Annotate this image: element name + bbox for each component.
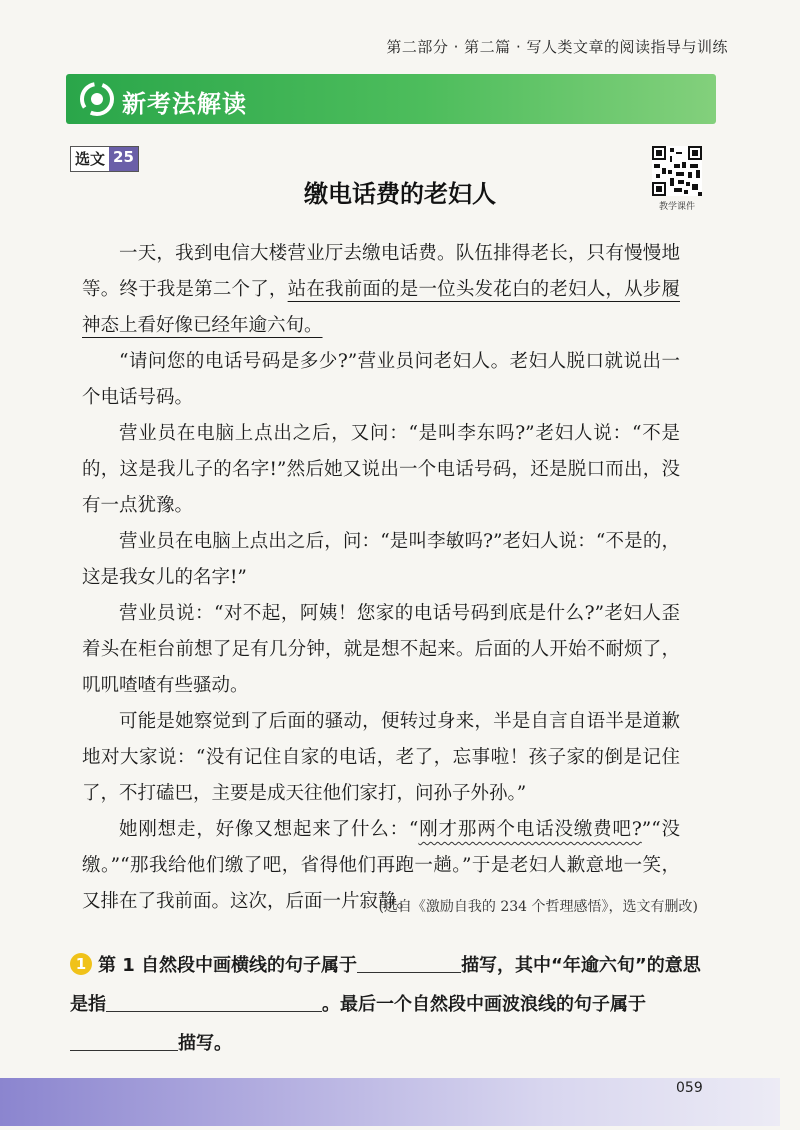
paragraph-4: 营业员在电脑上点出之后，问：“是叫李敏吗?”老妇人说：“不是的，这是我女儿的名字!”: [82, 531, 680, 588]
question-text-4: 描写。: [178, 1033, 232, 1054]
article-body: [82, 236, 680, 920]
paragraph-1-text: 一天，我到电信大楼营业厅去缴电话费。队伍排得老长，只有慢慢地等。终于我是第二个了，: [82, 243, 680, 300]
refresh-circle-icon: [80, 82, 114, 116]
qr-caption: 教学课件: [658, 202, 695, 212]
paragraph-5: 营业员说：“对不起，阿姨！您家的电话号码到底是什么?”老妇人歪着头在柜台前想了足有几分钟，就是想不起来。后面的人开始不耐烦了，叽叽喳喳有些骚动。: [82, 603, 680, 696]
answer-blank-1[interactable]: [357, 952, 461, 973]
paragraph-3: 营业员在电脑上点出之后，又问：“是叫李东吗?”老妇人说：“不是的，这是我儿子的名字!”然后她又说出一个电话号码，还是脱口而出，没有一点犹豫。: [82, 423, 680, 516]
question-text-2: 描写，其中“年逾六旬”的意思是指: [70, 955, 701, 1015]
paragraph-7-text-b: ”“没缴。”“那我给他们缴了吧，省得他们再跑一趟。”于是老妇人歉意地一笑，又排在了我前面。这次，后面一片寂静。: [82, 819, 680, 912]
answer-blank-2[interactable]: [106, 991, 322, 1012]
footer-bar: [0, 1078, 780, 1126]
running-head: 第二部分 · 第二篇 · 写人类文章的阅读指导与训练: [386, 38, 728, 56]
underlined-sentence: 站在我前面的是一位头发花白的老妇人，从步履神态上看好像已经年逾六旬。: [82, 279, 680, 336]
banner-title: 新考法解读: [122, 90, 247, 118]
source-citation: (选自《激励自我的 234 个哲理感悟》，选文有删改): [378, 899, 698, 915]
question-text-3: 。最后一个自然段中画波浪线的句子属于: [322, 994, 646, 1015]
question-1: [70, 946, 706, 1063]
paragraph-7-text-a: 她刚想走，好像又想起来了什么：“: [119, 819, 419, 840]
passage-tag-number: 25: [109, 147, 138, 171]
page-number: 059: [676, 1080, 703, 1096]
paragraph-1: [82, 236, 680, 344]
question-number-badge: 1: [70, 953, 92, 975]
section-banner: [66, 74, 716, 124]
question-text-1: 第 1 自然段中画横线的句子属于: [98, 955, 358, 976]
passage-tag: [70, 146, 139, 172]
paragraph-6: 可能是她察觉到了后面的骚动，便转过身来，半是自言自语半是道歉地对大家说：“没有记住自家的电话，老了，忘事啦！孩子家的倒是记住了，不打磕巴，主要是成天往他们家打，问孙子外孙。”: [82, 711, 680, 804]
paragraph-2: “请问您的电话号码是多少?”营业员问老妇人。老妇人脱口就说出一个电话号码。: [82, 351, 680, 408]
answer-blank-3[interactable]: [70, 1030, 178, 1051]
article-title: 缴电话费的老妇人: [304, 179, 496, 208]
passage-tag-label: 选文: [71, 147, 109, 171]
wavy-underlined-sentence: 刚才那两个电话没缴费吧?: [418, 819, 642, 840]
